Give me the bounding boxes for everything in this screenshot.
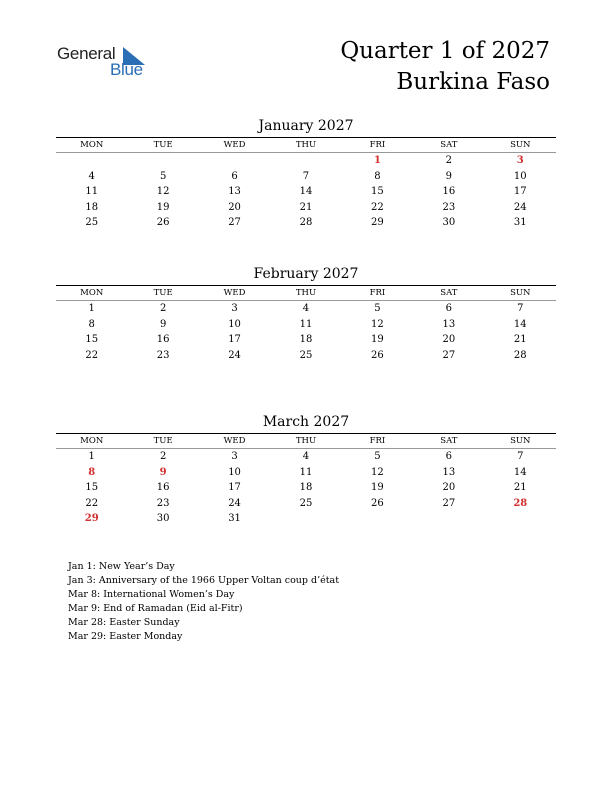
day-cell: 12 [371, 466, 384, 478]
month-march [56, 413, 556, 527]
holiday-day-cell: 1 [373, 155, 381, 166]
weekday-label: THU [295, 288, 317, 298]
day-cell: 23 [156, 349, 170, 361]
holiday-day-cell: 28 [513, 497, 528, 509]
weekday-header [56, 138, 556, 152]
day-cell: 13 [228, 186, 241, 198]
day-cell: 19 [371, 482, 384, 494]
day-cell: 15 [85, 482, 99, 494]
day-cell: 27 [442, 497, 456, 509]
day-cell: 17 [228, 482, 241, 494]
holiday-day-cell: 3 [516, 155, 524, 166]
day-cell: 24 [228, 497, 241, 509]
country-heading: Burkina Faso [396, 69, 550, 95]
day-cell: 4 [302, 451, 310, 462]
holiday-day-cell: 29 [84, 513, 99, 525]
day-cell: 25 [299, 349, 313, 361]
holiday-item: Jan 3: Anniversary of the 1966 Upper Voltan coup d’état [68, 575, 340, 586]
day-cell: 22 [371, 201, 384, 213]
day-cell: 5 [374, 451, 381, 462]
day-cell: 22 [85, 349, 99, 361]
weekday-label: SUN [510, 436, 531, 446]
day-cell: 18 [299, 334, 313, 346]
day-cell: 18 [85, 201, 99, 213]
day-cell: 3 [231, 303, 238, 314]
day-cell: 20 [228, 201, 241, 213]
day-cell: 11 [299, 466, 313, 478]
day-cell [127, 153, 198, 169]
day-cell: 23 [442, 201, 456, 213]
day-cell: 15 [371, 186, 384, 198]
day-cell: 1 [88, 451, 95, 462]
holiday-list [68, 560, 339, 644]
weekday-label: MON [80, 140, 104, 150]
day-cell: 21 [513, 334, 527, 346]
day-cell: 5 [159, 170, 167, 182]
day-cell: 26 [371, 349, 384, 361]
day-cell: 8 [88, 318, 95, 330]
day-cell: 6 [231, 170, 238, 182]
day-cell: 21 [299, 201, 313, 213]
day-cell: 13 [442, 318, 456, 330]
day-cell: 6 [445, 303, 453, 314]
holiday-day-cell: 9 [159, 466, 167, 478]
day-cell: 10 [513, 170, 527, 182]
weekday-label: TUE [153, 140, 173, 150]
day-cell: 26 [156, 217, 170, 229]
month-january [56, 117, 556, 231]
weekday-label: FRI [369, 140, 386, 150]
day-cell: 14 [513, 466, 527, 478]
month-title: February 2027 [253, 266, 359, 282]
day-cell: 23 [156, 497, 170, 509]
day-cell: 12 [156, 186, 170, 198]
day-cell: 24 [228, 349, 241, 361]
weekday-header [56, 434, 556, 448]
weekday-label: SAT [440, 140, 458, 150]
day-cell: 16 [156, 482, 170, 494]
page-title [340, 36, 550, 98]
day-cell: 17 [228, 334, 241, 346]
day-cell [485, 511, 556, 527]
weekday-label: MON [80, 436, 104, 446]
weekday-label: TUE [153, 436, 173, 446]
day-cell [413, 511, 484, 527]
day-cell: 31 [513, 217, 527, 229]
weekday-label: SUN [510, 140, 531, 150]
day-cell: 22 [85, 497, 99, 509]
weekday-label: MON [80, 288, 104, 298]
generalblue-logo [57, 44, 157, 80]
day-cell: 2 [445, 155, 453, 166]
day-cell: 27 [442, 349, 456, 361]
day-cell: 9 [445, 170, 453, 182]
day-cell: 19 [156, 201, 170, 213]
day-cell [270, 511, 341, 527]
day-cell: 11 [85, 186, 99, 198]
day-cell: 25 [85, 217, 99, 229]
weekday-label: FRI [369, 436, 386, 446]
day-grid [56, 301, 556, 363]
day-cell: 30 [442, 217, 456, 229]
weekday-label: SAT [440, 288, 458, 298]
month-february [56, 265, 556, 363]
weekday-label: SAT [440, 436, 458, 446]
day-cell: 7 [517, 451, 524, 462]
weekday-label: WED [223, 288, 246, 298]
holiday-item: Mar 28: Easter Sunday [68, 617, 180, 628]
day-cell: 31 [228, 513, 241, 525]
day-cell: 12 [371, 318, 384, 330]
weekday-label: THU [295, 436, 317, 446]
logo-text-blue: Blue [110, 60, 143, 79]
day-cell: 15 [85, 334, 99, 346]
month-title: March 2027 [262, 414, 350, 430]
day-cell: 3 [231, 451, 238, 462]
day-cell: 13 [442, 466, 456, 478]
day-cell: 4 [302, 303, 310, 314]
day-cell: 11 [299, 318, 313, 330]
weekday-label: SUN [510, 288, 531, 298]
weekday-label: TUE [153, 288, 173, 298]
day-cell: 6 [445, 451, 453, 462]
day-cell: 2 [159, 303, 167, 314]
day-grid [56, 153, 556, 231]
day-cell: 9 [159, 318, 167, 330]
day-cell: 27 [228, 217, 241, 229]
month-title: January 2027 [258, 118, 354, 134]
day-cell: 29 [371, 217, 384, 229]
day-cell: 1 [88, 303, 95, 314]
day-cell: 16 [156, 334, 170, 346]
day-cell [56, 153, 127, 169]
day-cell [270, 153, 341, 169]
day-cell: 26 [371, 497, 384, 509]
day-cell: 8 [374, 170, 381, 182]
weekday-label: WED [223, 140, 246, 150]
day-cell [342, 511, 413, 527]
logo-text-general: General [57, 44, 116, 63]
day-grid [56, 449, 556, 527]
day-cell: 16 [442, 186, 456, 198]
day-cell: 17 [513, 186, 527, 198]
day-cell: 14 [513, 318, 527, 330]
day-cell: 25 [299, 497, 313, 509]
weekday-label: FRI [369, 288, 386, 298]
day-cell: 7 [302, 170, 310, 182]
weekday-label: WED [223, 436, 246, 446]
holiday-item: Mar 9: End of Ramadan (Eid al-Fitr) [68, 603, 243, 614]
day-cell: 30 [156, 513, 170, 525]
day-cell: 4 [88, 170, 95, 182]
day-cell: 21 [513, 482, 527, 494]
quarter-heading: Quarter 1 of 2027 [340, 38, 550, 64]
day-cell [199, 153, 270, 169]
day-cell: 18 [299, 482, 313, 494]
day-cell: 20 [442, 482, 456, 494]
weekday-header [56, 286, 556, 300]
day-cell: 28 [513, 349, 527, 361]
day-cell: 20 [442, 334, 456, 346]
day-cell: 2 [159, 451, 167, 462]
day-cell: 24 [513, 201, 527, 213]
holiday-item: Mar 29: Easter Monday [68, 631, 183, 642]
day-cell: 28 [299, 217, 313, 229]
weekday-label: THU [295, 140, 317, 150]
holiday-day-cell: 8 [88, 466, 96, 478]
day-cell: 10 [228, 318, 241, 330]
day-cell: 5 [374, 303, 381, 314]
day-cell: 7 [517, 303, 524, 314]
day-cell: 14 [299, 186, 313, 198]
holiday-item: Mar 8: International Women’s Day [68, 589, 235, 600]
holiday-item: Jan 1: New Year’s Day [68, 561, 175, 572]
day-cell: 10 [228, 466, 241, 478]
day-cell: 19 [371, 334, 384, 346]
